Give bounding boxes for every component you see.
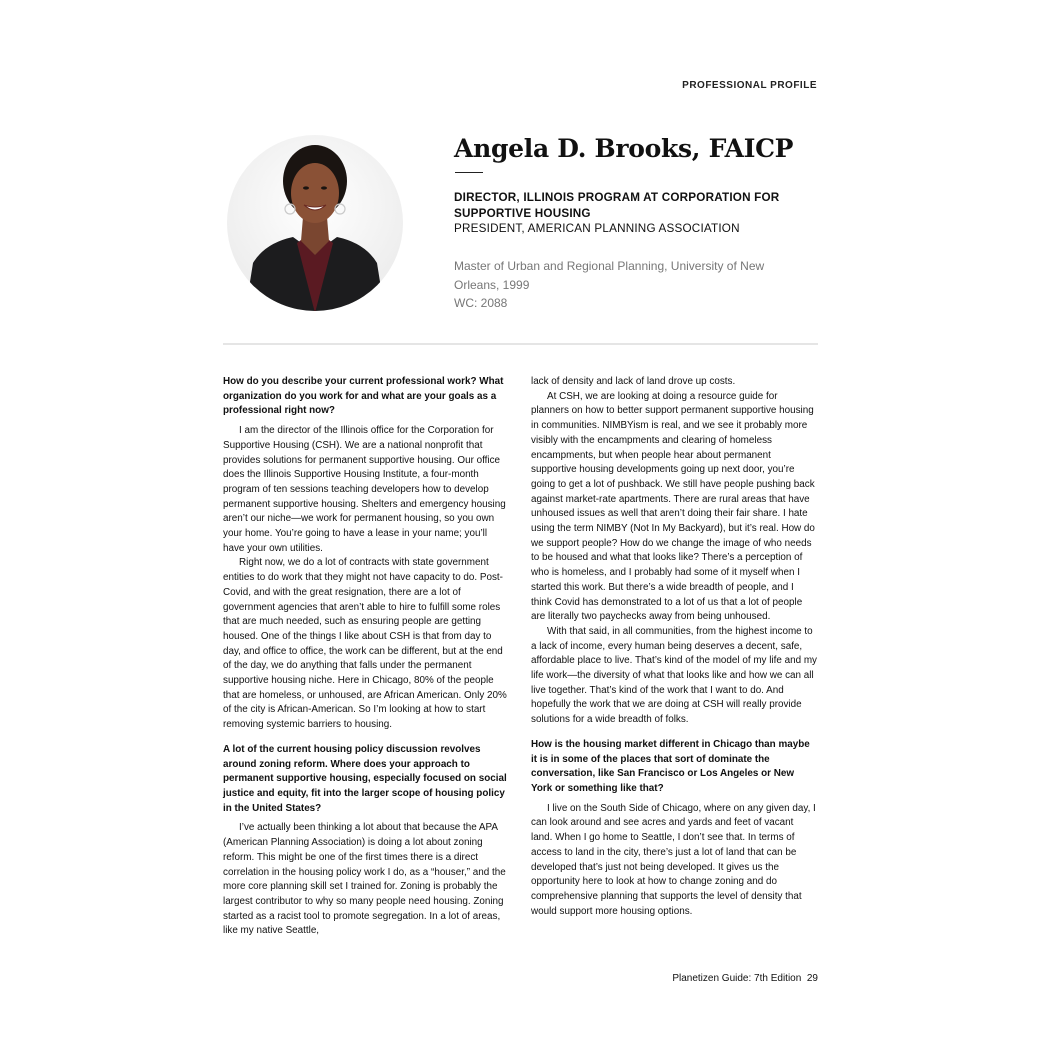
- profile-name: Angela D. Brooks, FAICP: [454, 134, 794, 163]
- interview-question: How do you describe your current professional work? What organization do you work for and what are your goals as a professional right now?: [223, 376, 504, 417]
- article-column-right: [531, 375, 817, 919]
- page-number: 29: [806, 973, 818, 984]
- publication-title: Planetizen Guide: 7th Edition: [672, 973, 802, 984]
- page-footer: [672, 973, 818, 984]
- profile-titles: [454, 190, 819, 237]
- interview-question: A lot of the current housing policy discussion revolves around zoning reform. Where does your approach to permanent supportive housing, especially focused on social justice and equity, fit into the larger scope of housing policy in the United States?: [223, 743, 507, 814]
- profile-title-secondary: PRESIDENT, AMERICAN PLANNING ASSOCIATION: [454, 222, 740, 235]
- profile-title-primary: DIRECTOR, ILLINOIS PROGRAM AT CORPORATION FOR SUPPORTIVE HOUSING: [454, 191, 780, 220]
- section-label: PROFESSIONAL PROFILE: [682, 80, 817, 91]
- portrait-photo: [225, 133, 405, 313]
- interview-answer-paragraph: With that said, in all communities, from the highest income to a lack of income, every human being deserves a decent, safe, affordable place to live. That’s kind of the model of my life and my life work—the diversity of what that looks like and how we can all live together. That’s kind of the work that I want to do. And hopefully the work that we are doing at CSH will really provide solutions for a wide breadth of folks.: [531, 625, 817, 726]
- word-count: WC: 2088: [454, 296, 508, 310]
- interview-answer-paragraph: At CSH, we are looking at doing a resource guide for planners on how to better support permanent supportive housing in communities. NIMBYism is real, and we see it probably more visibly with the encampments and clearing of homeless encampments, but when people hear about permanent supportive housing developments going up next door, you’re going to get a lot of pushback. We still have people pushing back against market-rate apartments. There are rural areas that have unhoused issues as well that aren’t doing their fair share. I hate using the term NIMBY (Not In My Backyard), but it’s real. How do we support people? How do we change the image of who needs to be housed and what that looks like? There’s a perception of who is homeless, and I probably had some of it myself when I started this work. But there’s a wide breadth of people, and I think Covid has demonstrated to a lot of us that a lot of people are literally two paychecks away from being unhoused.: [531, 390, 815, 623]
- profile-education: [454, 257, 794, 313]
- interview-answer-continuation: lack of density and lack of land drove up costs.: [531, 376, 736, 387]
- education-degree: Master of Urban and Regional Planning, University of New Orleans, 1999: [454, 259, 765, 292]
- portrait-photo-icon: [225, 133, 405, 313]
- interview-answer-paragraph: I live on the South Side of Chicago, where on any given day, I can look around and see acres and yards and feet of vacant land. When I go home to Seattle, I don’t see that. In terms of access to land in the city, there’s just a lot of land that can be developed that’s just not being developed. It gives us the opportunity here to look at how to change zoning and do comprehensive planning that supports the level of density that would support more housing options.: [531, 802, 816, 917]
- interview-answer-paragraph: I’ve actually been thinking a lot about that because the APA (American Planning Association) is doing a lot about zoning reform. This might be one of the first times there is a direct correlation in the housing policy work I do, as a “houser,” and the more core planning skill set I trained for. Zoning is probably the largest contributor to why so many people need housing. Zoning started as a racist tool to promote segregation. In a lot of areas, like my native Seattle,: [223, 822, 506, 937]
- interview-question: How is the housing market different in Chicago than maybe it is in some of the places that sort of dominate the conversation, like San Francisco or Los Angeles or New York or something like that?: [531, 738, 810, 794]
- section-divider: [223, 343, 818, 345]
- article-column-left: [223, 375, 509, 939]
- interview-answer-paragraph: Right now, we do a lot of contracts with state government entities to do work that they might not have capacity to do. Post-Covid, and with the great resignation, there are a lot of government agencies that aren’t able to hire to fulfill some roles that are much needed, such as ensuring people are getting housed. One of the things I like about CSH is that from day to day, and office to office, the work can be different, but at the end of the day, we do anything that falls under the permanent supportive housing niche. Here in Chicago, 80% of the people that are homeless, or unhoused, are African American. Only 20% of the city is African-American. So I’m looking at how to start removing systemic barriers to housing.: [223, 557, 507, 731]
- interview-answer-paragraph: I am the director of the Illinois office for the Corporation for Supportive Housing (CSH). We are a national nonprofit that provides solutions for permanent supportive housing. Our office does the Illinois Supportive Housing Institute, a four-month program of ten sessions teaching developers how to develop permanent supportive housing. Shelters and emergency housing aren’t our niche—we work for permanent housing, so you own your home. You’re going to have a lease in your name; you’ll have your own utilities.: [223, 425, 506, 554]
- name-divider: [455, 172, 483, 173]
